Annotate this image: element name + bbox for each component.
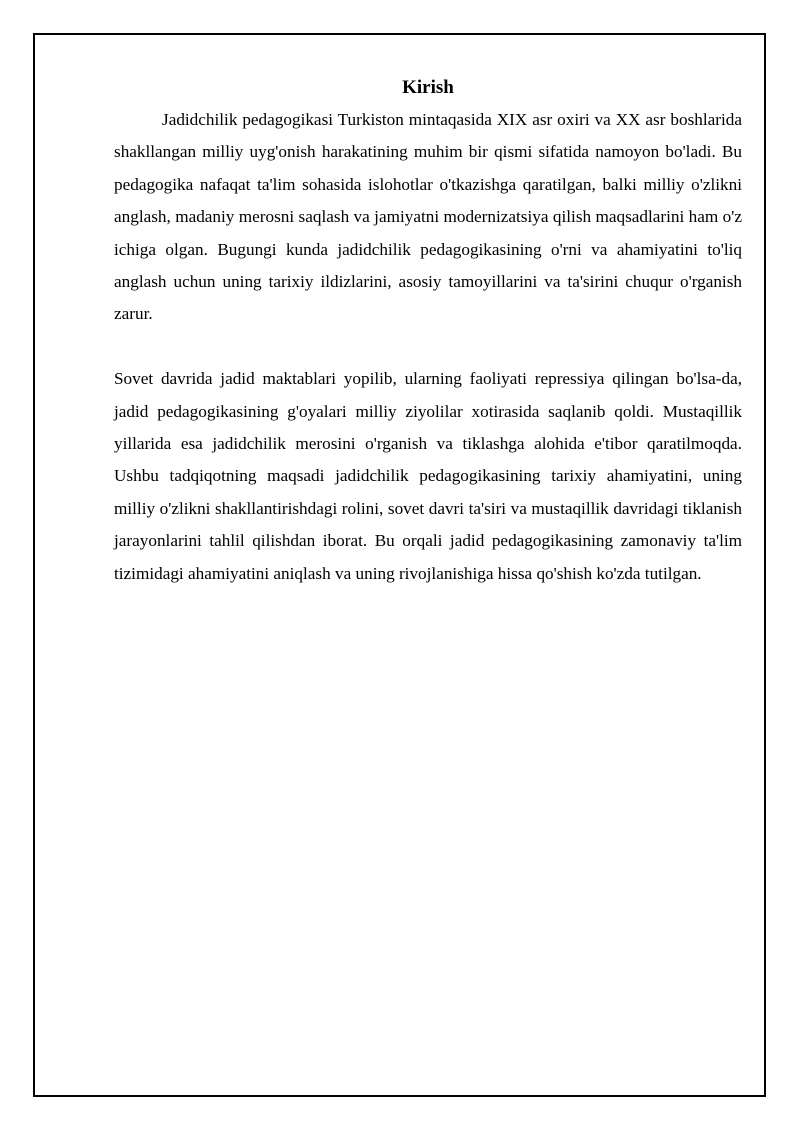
document-title: Kirish [402,77,454,98]
paragraph-gap [114,331,742,363]
paragraph-2: Sovet davrida jadid maktablari yopilib, ularning faoliyati repressiya qilingan bo'lsa-da, jadid pedagogikasining g'oyalari milliy ziyolilar xotirasida saqlanib qoldi. Mustaqillik yillarida esa jadidchilik merosini o'rganish va tiklashga alohida e'tibor qaratilmoqda. Ushbu tadqiqotning maqsadi jadidchilik pedagogikasining tarixiy ahamiyatini, uning milliy o'zlikni shakllantirishdagi rolini, sovet davri ta'siri va mustaqillik davridagi tiklanish jarayonlarini tahlil qilishdan iborat. Bu orqali jadid pedagogikasining zamonaviy ta'lim tizimidagi ahamiyatini aniqlash va uning rivojlanishiga hissa qo'shish ko'zda tutilgan. [114,369,742,583]
document-body [114,72,742,590]
paragraph-1: Jadidchilik pedagogikasi Turkiston mintaqasida XIX asr oxiri va XX asr boshlarida shakllangan milliy uyg'onish harakatining muhim bir qismi sifatida namoyon bo'ladi. Bu pedagogika nafaqat ta'lim sohasida islohotlar o'tkazishga qaratilgan, balki milliy o'zlikni anglash, madaniy merosni saqlash va jamiyatni modernizatsiya qilish maqsadlarini ham o'z ichiga olgan. Bugungi kunda jadidchilik pedagogikasining o'rni va ahamiyatini to'liq anglash uchun uning tarixiy ildizlarini, asosiy tamoyillarini va ta'sirini chuqur o'rganish zarur. [114,110,742,324]
